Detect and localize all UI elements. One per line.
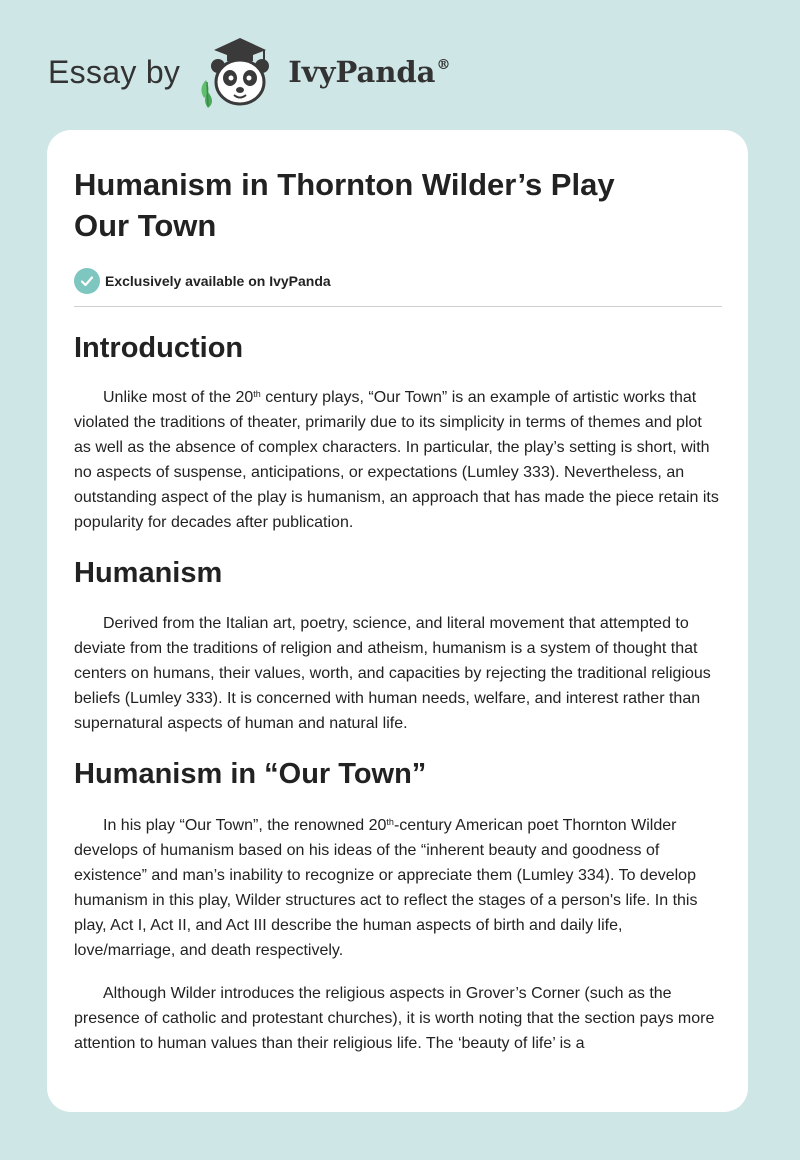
paragraph-humanism: Derived from the Italian art, poetry, science, and literal movement that attempted to deviate from the traditions of religion and atheism, humanism is a system of thought that centers on humans, their values, worth, and capacities by rejecting the traditional religious beliefs (Lumley 333). It is concerned with human needs, welfare, and interest rather than supernatural aspects of human and natural life. <box>74 615 711 732</box>
section-heading-humanism: Humanism <box>74 557 223 589</box>
section-heading-humanism-our-town: Humanism in “Our Town” <box>74 758 427 790</box>
panda-logo-icon <box>194 36 286 108</box>
exclusive-label: Exclusively available on IvyPanda <box>105 273 331 289</box>
divider <box>74 306 722 307</box>
essay-by-label: Essay by <box>48 53 181 90</box>
paragraph-humanism-our-town-2: Although Wilder introduces the religious aspects in Grover’s Corner (such as the presence of catholic and protestant churches), it is worth noting that the section pays more attention to human values than their religious life. The ‘beauty of life’ is a <box>74 985 715 1052</box>
brand-name: IvyPanda® <box>288 55 451 89</box>
section-heading-introduction: Introduction <box>74 332 244 364</box>
essay-title: Humanism in Thornton Wilder’s Play Our Town <box>74 167 615 243</box>
brand-header <box>48 36 450 108</box>
paragraph-introduction: Unlike most of the 20th century plays, “Our Town” is an example of artistic works that violated the traditions of theater, primarily due to its simplicity in terms of themes and plot as well as the absence of complex characters. In particular, the play’s setting is short, with no aspects of suspense, anticipations, or expectations (Lumley 333). Nevertheless, an outstanding aspect of the play is humanism, an approach that has made the piece retain its popularity for decades after publication. <box>74 389 719 531</box>
paragraph-humanism-our-town-1: In his play “Our Town”, the renowned 20th-century American poet Thornton Wilder develops of humanism based on his ideas of the “inherent beauty and goodness of existence” and man’s inability to recognize or appreciate them (Lumley 334). To develop humanism in this play, Wilder structures act to reflect the stages of a person's life. In this play, Act I, Act II, and Act III describe the human aspects of birth and daily life, love/marriage, and death respectively. <box>74 817 698 959</box>
exclusive-badge <box>74 267 722 295</box>
check-icon <box>74 268 100 294</box>
essay-card <box>47 130 748 1112</box>
